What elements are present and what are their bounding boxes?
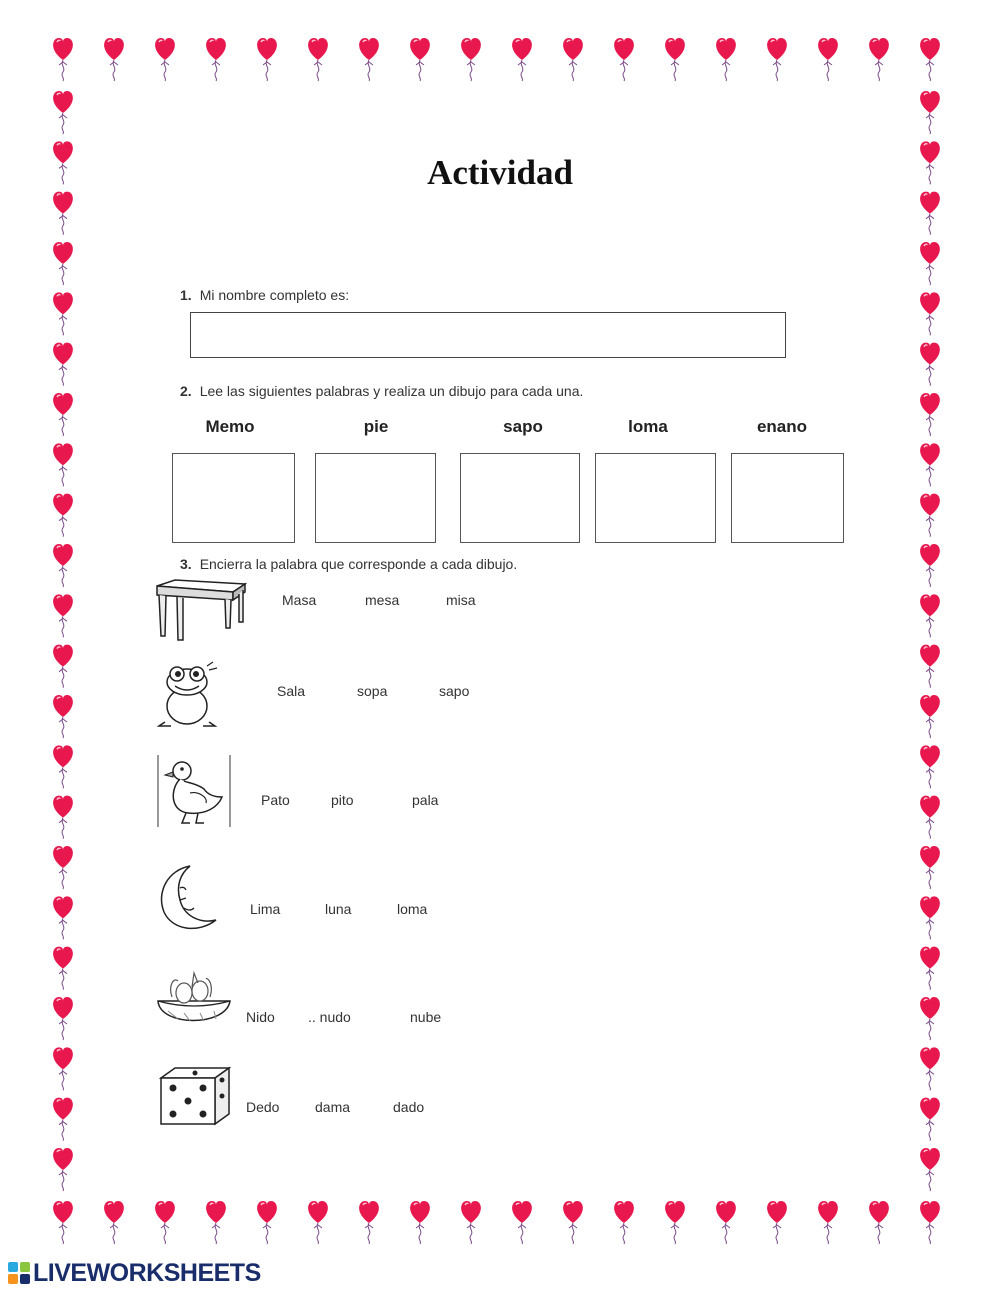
word-option[interactable]: Lima bbox=[250, 901, 281, 917]
word-option[interactable]: luna bbox=[325, 901, 352, 917]
word-option[interactable]: sopa bbox=[357, 683, 388, 699]
word-label: sapo bbox=[503, 417, 543, 436]
heart-balloon-icon bbox=[104, 1201, 124, 1244]
heart-balloon-icon bbox=[155, 38, 175, 81]
heart-balloon-icon bbox=[53, 1098, 73, 1141]
heart-balloon-icon bbox=[308, 1201, 328, 1244]
heart-balloon-icon bbox=[767, 1201, 787, 1244]
logo-text: LIVEWORKSHEETS bbox=[33, 1258, 261, 1287]
heart-balloon-icon bbox=[257, 1201, 277, 1244]
heart-balloon-icon bbox=[920, 242, 940, 285]
question-number: 2. bbox=[180, 383, 192, 399]
heart-balloon-icon bbox=[920, 896, 940, 939]
heart-balloon-icon bbox=[920, 443, 940, 486]
drawing-box-pie[interactable] bbox=[315, 453, 436, 543]
page-title: Actividad bbox=[427, 153, 573, 192]
word-option[interactable]: Dedo bbox=[246, 1099, 280, 1115]
word-option[interactable]: Sala bbox=[277, 683, 306, 699]
word-option[interactable]: Pato bbox=[261, 792, 290, 808]
heart-balloon-icon bbox=[512, 1201, 532, 1244]
heart-balloon-icon bbox=[614, 1201, 634, 1244]
word-option[interactable]: .. nudo bbox=[308, 1009, 351, 1025]
moon-icon bbox=[154, 862, 226, 934]
heart-balloon-icon bbox=[53, 1047, 73, 1090]
word-option[interactable]: pala bbox=[412, 792, 439, 808]
heart-balloon-icon bbox=[53, 896, 73, 939]
heart-balloon-icon bbox=[53, 997, 73, 1040]
dice-icon bbox=[157, 1064, 233, 1128]
heart-balloon-icon bbox=[563, 38, 583, 81]
liveworksheets-logo[interactable] bbox=[8, 1260, 261, 1286]
heart-balloon-icon bbox=[869, 38, 889, 81]
heart-balloon-icon bbox=[53, 91, 73, 134]
heart-balloon-icon bbox=[920, 594, 940, 637]
heart-balloon-icon bbox=[920, 192, 940, 235]
heart-balloon-icon bbox=[206, 1201, 226, 1244]
word-option[interactable]: mesa bbox=[365, 592, 400, 608]
word-option[interactable]: nube bbox=[410, 1009, 442, 1025]
heart-balloon-icon bbox=[920, 38, 940, 81]
heart-balloon-icon bbox=[53, 846, 73, 889]
heart-balloon-icon bbox=[563, 1201, 583, 1244]
word-option[interactable]: Masa bbox=[282, 592, 317, 608]
heart-balloon-icon bbox=[53, 745, 73, 788]
heart-balloon-icon bbox=[53, 292, 73, 335]
word-option[interactable]: misa bbox=[446, 592, 476, 608]
nest-icon bbox=[154, 967, 234, 1037]
heart-balloon-icon bbox=[818, 1201, 838, 1244]
heart-balloon-icon bbox=[665, 1201, 685, 1244]
heart-balloon-icon bbox=[359, 38, 379, 81]
heart-balloon-icon bbox=[53, 544, 73, 587]
heart-balloon-icon bbox=[512, 38, 532, 81]
heart-balloon-icon bbox=[920, 292, 940, 335]
logo-icon bbox=[8, 1262, 30, 1284]
heart-balloon-icon bbox=[53, 947, 73, 990]
heart-balloon-icon bbox=[920, 1148, 940, 1191]
heart-balloon-icon bbox=[53, 192, 73, 235]
heart-balloon-icon bbox=[104, 38, 124, 81]
word-label: loma bbox=[628, 417, 668, 436]
heart-balloon-icon bbox=[359, 1201, 379, 1244]
heart-balloon-icon bbox=[53, 594, 73, 637]
heart-balloon-icon bbox=[206, 38, 226, 81]
heart-balloon-icon bbox=[257, 38, 277, 81]
heart-balloon-icon bbox=[308, 38, 328, 81]
heart-balloon-icon bbox=[461, 38, 481, 81]
heart-balloon-icon bbox=[53, 645, 73, 688]
question-3 bbox=[180, 556, 517, 572]
heart-balloon-icon bbox=[53, 494, 73, 537]
heart-balloon-icon bbox=[716, 38, 736, 81]
question-number: 1. bbox=[180, 287, 192, 303]
drawing-box-memo[interactable] bbox=[172, 453, 295, 543]
heart-balloon-icon bbox=[920, 494, 940, 537]
drawing-box-sapo[interactable] bbox=[460, 453, 580, 543]
heart-balloon-icon bbox=[920, 393, 940, 436]
duck-icon bbox=[156, 753, 232, 829]
heart-balloon-icon bbox=[53, 796, 73, 839]
full-name-input[interactable] bbox=[190, 312, 786, 358]
heart-balloon-icon bbox=[53, 393, 73, 436]
question-text: Encierra la palabra que corresponde a cada dibujo. bbox=[199, 556, 518, 572]
word-label: pie bbox=[363, 417, 389, 436]
word-option[interactable]: pito bbox=[331, 792, 354, 808]
heart-balloon-icon bbox=[920, 745, 940, 788]
heart-balloon-icon bbox=[920, 796, 940, 839]
heart-balloon-icon bbox=[920, 544, 940, 587]
word-label: Memo bbox=[205, 417, 255, 436]
heart-balloon-icon bbox=[53, 695, 73, 738]
heart-balloon-icon bbox=[920, 997, 940, 1040]
heart-balloon-icon bbox=[53, 38, 73, 81]
word-option[interactable]: dama bbox=[315, 1099, 351, 1115]
heart-balloon-icon bbox=[53, 343, 73, 386]
table-icon bbox=[155, 578, 247, 642]
heart-balloon-icon bbox=[920, 645, 940, 688]
word-label: enano bbox=[756, 417, 808, 436]
heart-balloon-icon bbox=[53, 443, 73, 486]
heart-balloon-icon bbox=[53, 242, 73, 285]
word-option[interactable]: loma bbox=[397, 901, 428, 917]
question-text: Mi nombre completo es: bbox=[199, 287, 350, 303]
heart-balloon-icon bbox=[461, 1201, 481, 1244]
word-option[interactable]: dado bbox=[393, 1099, 425, 1115]
word-option[interactable]: Nido bbox=[246, 1009, 275, 1025]
heart-balloon-icon bbox=[53, 1148, 73, 1191]
heart-balloon-icon bbox=[920, 1047, 940, 1090]
heart-balloon-icon bbox=[716, 1201, 736, 1244]
heart-balloon-icon bbox=[920, 695, 940, 738]
drawing-box-loma[interactable] bbox=[595, 453, 716, 543]
heart-balloon-icon bbox=[920, 1201, 940, 1244]
frog-icon bbox=[157, 660, 223, 730]
question-2 bbox=[180, 383, 583, 399]
heart-balloon-icon bbox=[410, 1201, 430, 1244]
question-number: 3. bbox=[180, 556, 192, 572]
heart-balloon-icon bbox=[920, 91, 940, 134]
heart-balloon-icon bbox=[920, 846, 940, 889]
heart-balloon-icon bbox=[614, 38, 634, 81]
heart-balloon-icon bbox=[869, 1201, 889, 1244]
heart-balloon-icon bbox=[53, 1201, 73, 1244]
question-text: Lee las siguientes palabras y realiza un dibujo para cada una. bbox=[199, 383, 584, 399]
heart-balloon-icon bbox=[665, 38, 685, 81]
heart-balloon-icon bbox=[920, 343, 940, 386]
heart-balloon-icon bbox=[920, 947, 940, 990]
heart-balloon-icon bbox=[920, 1098, 940, 1141]
heart-balloon-icon bbox=[818, 38, 838, 81]
heart-balloon-icon bbox=[410, 38, 430, 81]
question-1 bbox=[180, 287, 349, 303]
drawing-box-enano[interactable] bbox=[731, 453, 844, 543]
word-option[interactable]: sapo bbox=[439, 683, 470, 699]
heart-balloon-icon bbox=[155, 1201, 175, 1244]
heart-balloon-icon bbox=[767, 38, 787, 81]
